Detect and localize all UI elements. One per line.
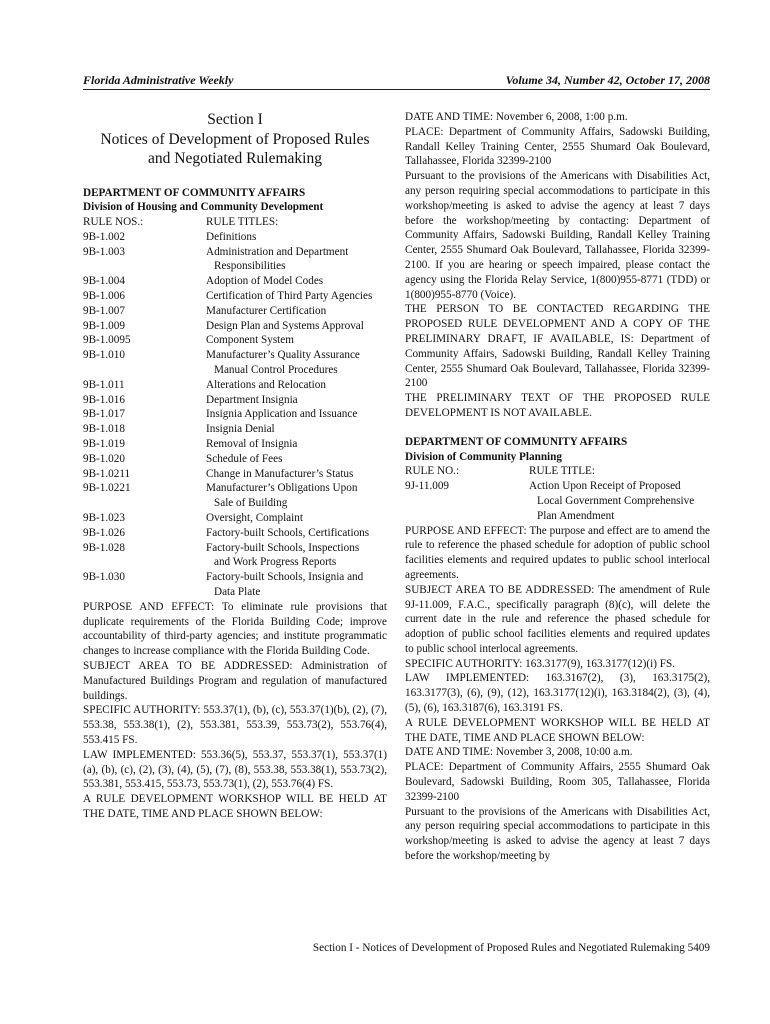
paragraph: DATE AND TIME: November 3, 2008, 10:00 a.m. [405, 746, 633, 759]
rule-title [206, 348, 387, 378]
rule-titles-label: RULE TITLES: [206, 216, 279, 229]
rule-title [529, 479, 710, 523]
rule-list-header [83, 215, 387, 230]
rule-number: 9B-1.007 [83, 304, 125, 317]
rule-title-line: Certification of Third Party Agencies [206, 290, 373, 303]
rule-title-line: Schedule of Fees [206, 452, 283, 465]
rule-row [83, 467, 387, 482]
paragraph: PURPOSE AND EFFECT: To eliminate rule provisions that duplicate requirements of the Florida Building Code; improve accountability of third-party agencies; and institute programmatic changes to increase compliance with the Florida Building Code. [83, 600, 387, 658]
rule-title [206, 407, 387, 422]
rule-number: 9B-1.004 [83, 275, 125, 288]
paragraph: THE PRELIMINARY TEXT OF THE PROPOSED RULE DEVELOPMENT IS NOT AVAILABLE. [405, 392, 710, 419]
rule-number: 9B-1.0211 [83, 467, 131, 480]
rule-number: 9B-1.020 [83, 452, 125, 465]
rule-title-line: Department Insignia [206, 393, 298, 406]
rule-nos-label: RULE NOS.: [83, 216, 144, 229]
rule-title [206, 333, 387, 348]
publication-title: Florida Administrative Weekly [83, 73, 234, 87]
rule-row [83, 319, 387, 334]
section-title-line-2: Notices of Development of Proposed Rules [100, 130, 370, 148]
rule-title-line: Adoption of Model Codes [206, 275, 324, 288]
rule-title-line: Action Upon Receipt of Proposed [529, 480, 681, 493]
rule-title-line: and Work Progress Reports [214, 556, 337, 569]
rule-title-line: Design Plan and Systems Approval [206, 319, 364, 332]
left-column [83, 110, 387, 822]
rule-row [405, 479, 710, 523]
rule-row [83, 511, 387, 526]
rule-title [206, 319, 387, 334]
rule-row [83, 437, 387, 452]
paragraph: DATE AND TIME: November 6, 2008, 1:00 p.m. [405, 111, 628, 123]
page-header [83, 73, 710, 90]
rule-row [83, 289, 387, 304]
section-title-line-3: and Negotiated Rulemaking [148, 150, 322, 167]
rule-title [206, 274, 387, 289]
paragraph: SPECIFIC AUTHORITY: 553.37(1), (b), (c), 553.37(1)(b), (2), (7), 553.38, 553.38(1), (2), 553.381, 553.39, 553.73(2), 553.76(4), 553.415 FS. [83, 704, 387, 746]
rule-title-line: Local Government Comprehensive [537, 494, 695, 507]
rule-title [206, 393, 387, 408]
rule-row [83, 407, 387, 422]
rule-row [83, 274, 387, 289]
rule-number: 9B-1.023 [83, 512, 125, 525]
paragraph: SUBJECT AREA TO BE ADDRESSED: Administration of Manufactured Buildings Program and regulation of manufactured buildings. [83, 660, 387, 702]
rule-list [83, 215, 387, 600]
rule-title-line: Responsibilities [214, 260, 286, 273]
rule-number: 9B-1.018 [83, 423, 125, 436]
rule-title-line: Component System [206, 334, 294, 347]
volume-info: Volume 34, Number 42, October 17, 2008 [505, 73, 710, 87]
rule-title-line: Manufacturer Certification [206, 304, 327, 317]
paragraph: Pursuant to the provisions of the Americans with Disabilities Act, any person requiring special accommodations to participate in this workshop/meeting is asked to advise the agency at least 7 days before the workshop/meeting by [405, 805, 710, 863]
rule-title [206, 452, 387, 467]
department-heading: DEPARTMENT OF COMMUNITY AFFAIRS [83, 186, 306, 199]
rule-row [83, 422, 387, 437]
rule-title-line: Plan Amendment [537, 509, 615, 522]
rule-title [206, 422, 387, 437]
rule-list-2 [405, 464, 710, 523]
rule-number: 9B-1.026 [83, 526, 125, 539]
rule-title [206, 304, 387, 319]
rule-number: 9B-1.017 [83, 408, 125, 421]
rule-title [206, 437, 387, 452]
rule-title-line: Oversight, Complaint [206, 512, 303, 525]
paragraph: SPECIFIC AUTHORITY: 163.3177(9), 163.3177(12)(i) FS. [405, 657, 675, 670]
paragraph: PLACE: Department of Community Affairs, 2555 Shumard Oak Boulevard, Sadowski Building, Room 305, Tallahassee, Florida 32399-2100 [405, 761, 710, 803]
paragraph: LAW IMPLEMENTED: 163.3167(2), (3), 163.3175(2), 163.3177(3), (6), (9), (12), 163.3177(12)(i), 163.3184(2), (3), (4), (5), (6), 163.3187(6), 163.3191 FS. [405, 672, 710, 715]
paragraph: Pursuant to the provisions of the Americans with Disabilities Act, any person requiring special accommodations to participate in this workshop/meeting is asked to advise the agency at least 7 days before the workshop/meeting by contacting: Department of Community Affairs, Sadowski Building, Randall Kelley Training Center, 2555 Shumard Oak Boulevard, Tallahassee, Florida 32399-2100. If you are hearing or speech impaired, please contact the agency using the Florida Relay Service, 1(800)955-8771 (TDD) or 1(800)955-8770 (Voice). [405, 170, 710, 301]
rule-title-label: RULE TITLE: [529, 465, 595, 478]
rule-row [83, 541, 387, 571]
paragraph: A RULE DEVELOPMENT WORKSHOP WILL BE HELD AT THE DATE, TIME AND PLACE SHOWN BELOW: [83, 793, 387, 820]
rule-title [206, 541, 387, 571]
rule-rows [83, 230, 387, 600]
rule-row [83, 393, 387, 408]
rule-title [206, 467, 387, 482]
paragraph: LAW IMPLEMENTED: 553.36(5), 553.37, 553.37(1), 553.37(1)(a), (b), (c), (2), (3), (4), (5), (7), (8), 553.38, 553.38(1), 553.73(2), 553.381, 553.415, 553.73, 553.73(1), (2), 553.76(4) FS. [83, 748, 387, 791]
right-paragraphs-bottom [405, 524, 710, 864]
rule-title [206, 526, 387, 541]
division-heading-2: Division of Community Planning [405, 450, 562, 463]
rule-title [206, 230, 387, 245]
rule-row [83, 570, 387, 600]
rule-number: 9B-1.019 [83, 438, 125, 451]
rule-title-line: Manufacturer’s Obligations Upon [206, 482, 358, 495]
paragraph: SUBJECT AREA TO BE ADDRESSED: The amendment of Rule 9J-11.009, F.A.C., specifically paragraph (8)(c), will delete the current date in the rule and reference the phased schedule for adoption of public school facilities elements and required updates to public school interlocal agreements. [405, 583, 710, 655]
rule-number: 9B-1.0095 [83, 334, 131, 347]
rule-row [83, 481, 387, 511]
rule-row [83, 452, 387, 467]
rule-title-line: Alterations and Relocation [206, 378, 326, 391]
rule-title [206, 481, 387, 511]
rule-number: 9B-1.006 [83, 290, 125, 303]
rule-title-line: Insignia Denial [206, 423, 275, 436]
rule-number: 9B-1.003 [83, 245, 125, 258]
rule-title-line: Administration and Department [206, 245, 349, 258]
rule-title-line: Manufacturer’s Quality Assurance [206, 349, 360, 362]
rule-number: 9J-11.009 [405, 480, 450, 493]
rule-title-line: Sale of Building [214, 497, 288, 510]
right-paragraphs-top [405, 110, 710, 421]
rule-title-line: Factory-built Schools, Insignia and [206, 571, 364, 584]
rule-title [206, 378, 387, 393]
rule-number: 9B-1.011 [83, 378, 125, 391]
left-paragraphs [83, 600, 387, 822]
division-heading: Division of Housing and Community Development [83, 201, 324, 214]
rule-row [83, 348, 387, 378]
paragraph: THE PERSON TO BE CONTACTED REGARDING THE PROPOSED RULE DEVELOPMENT AND A COPY OF THE PRELIMINARY DRAFT, IF AVAILABLE, IS: Department of Community Affairs, Sadowski Building, Randall Kelley Training Center, 2555 Shumard Oak Boulevard, Tallahassee, Florida 32399-2100 [405, 303, 710, 390]
rule-title [206, 245, 387, 275]
rule-row [83, 333, 387, 348]
rule-title-line: Manual Control Procedures [214, 364, 338, 377]
paragraph: A RULE DEVELOPMENT WORKSHOP WILL BE HELD AT THE DATE, TIME AND PLACE SHOWN BELOW: [405, 716, 710, 744]
section-title-line-1: Section I [207, 111, 263, 128]
rule-title-line: Insignia Application and Issuance [206, 408, 358, 421]
department-heading-2: DEPARTMENT OF COMMUNITY AFFAIRS [405, 435, 628, 448]
rule-title-line: Factory-built Schools, Inspections [206, 541, 360, 554]
rule-row [83, 526, 387, 541]
rule-number: 9B-1.016 [83, 393, 125, 406]
rule-row [83, 378, 387, 393]
rule-row [83, 245, 387, 275]
paragraph: PURPOSE AND EFFECT: The purpose and effect are to amend the rule to reference the phased schedule for adoption of public school facilities elements and required updates to public school interlocal agreements. [405, 524, 710, 581]
paragraph: PLACE: Department of Community Affairs, Sadowski Building, Randall Kelley Training Center, 2555 Shumard Oak Boulevard, Tallahassee, Florida 32399-2100 [405, 125, 710, 168]
rule-number: 9B-1.010 [83, 349, 125, 362]
rule-row [83, 230, 387, 245]
rule-no-label: RULE NO.: [405, 465, 460, 478]
page-footer: Section I - Notices of Development of Proposed Rules and Negotiated Rulemaking 5409 [312, 942, 710, 954]
rule-number: 9B-1.030 [83, 571, 125, 584]
section-title [83, 110, 387, 169]
rule-number: 9B-1.002 [83, 230, 125, 243]
rule-title [206, 289, 387, 304]
rule-number: 9B-1.028 [83, 541, 125, 554]
rule-title [206, 511, 387, 526]
rule-title [206, 570, 387, 600]
rule-row [83, 304, 387, 319]
rule-title-line: Factory-built Schools, Certifications [206, 526, 370, 539]
rule-title-line: Definitions [206, 230, 257, 243]
rule-number: 9B-1.0221 [83, 482, 131, 495]
rule-title-line: Data Plate [214, 586, 261, 599]
rule-title-line: Change in Manufacturer’s Status [206, 467, 354, 480]
rule-list-header-2 [405, 464, 710, 479]
rule-number: 9B-1.009 [83, 319, 125, 332]
rule-title-line: Removal of Insignia [206, 438, 298, 451]
right-column [405, 110, 710, 864]
